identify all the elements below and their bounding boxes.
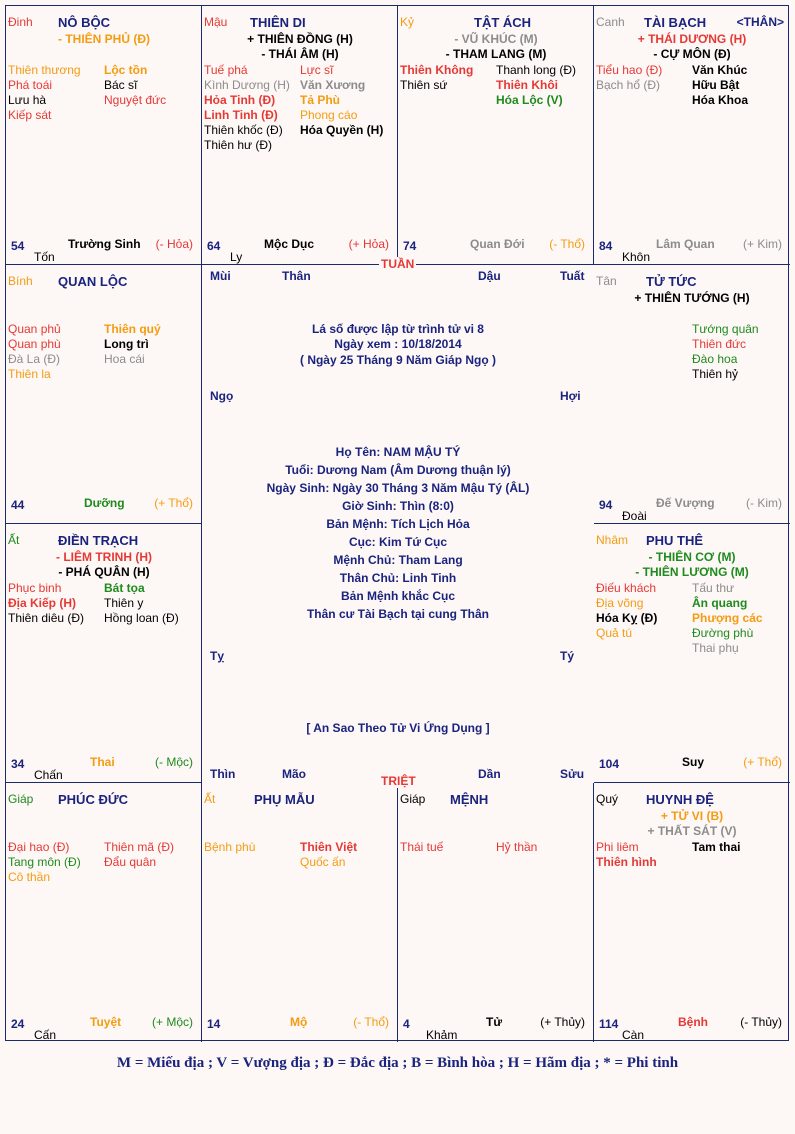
palace-name: THIÊN DI xyxy=(250,15,306,30)
branch-label: Dần xyxy=(478,767,501,781)
star: Tuế phá xyxy=(204,63,248,77)
star: Long trì xyxy=(104,337,149,351)
star: Quan phù xyxy=(8,337,61,351)
life-stage: Mộc Dục xyxy=(264,237,315,251)
palace-pm xyxy=(202,783,398,1042)
element: (+ Hỏa) xyxy=(348,237,389,251)
star: Phượng các xyxy=(692,611,763,625)
star: Thiên mã (Đ) xyxy=(104,840,175,854)
star: Quả tú xyxy=(596,626,633,640)
center-info xyxy=(202,265,594,783)
life-stage: Tử xyxy=(486,1015,503,1029)
star: Bát tọa xyxy=(104,581,145,595)
center-line: Lá số được lập từ trình tử vi 8 xyxy=(312,322,484,336)
star: Lực sĩ xyxy=(300,63,334,77)
star: Hồng loan (Đ) xyxy=(104,611,179,625)
star: Quan phủ xyxy=(8,322,61,336)
element: (- Thổ) xyxy=(549,237,585,251)
heavenly-stem: Kỷ xyxy=(400,15,415,29)
life-stage: Thai xyxy=(90,755,115,769)
palace-pt xyxy=(594,524,790,783)
palace-tt xyxy=(594,265,790,524)
star: Nguyệt đức xyxy=(104,93,167,107)
main-star: - THAM LANG (M) xyxy=(445,47,547,61)
main-star: - VŨ KHÚC (M) xyxy=(454,32,538,46)
heavenly-stem: Giáp xyxy=(8,792,34,806)
palace-ta xyxy=(398,6,594,265)
star: Thiên Không xyxy=(400,63,474,77)
element: (+ Thổ) xyxy=(154,496,193,510)
star: Ân quang xyxy=(692,596,748,610)
element: (- Hỏa) xyxy=(155,237,193,251)
heavenly-stem: Mậu xyxy=(204,15,228,29)
star: Lộc tồn xyxy=(104,63,148,77)
star: Thiên khốc (Đ) xyxy=(204,123,283,137)
life-stage: Quan Đới xyxy=(470,237,525,251)
main-star: - LIÊM TRINH (H) xyxy=(56,550,152,564)
main-star: + TỬ VI (B) xyxy=(660,809,724,823)
info-line: Thân Chủ: Linh Tinh xyxy=(339,571,457,585)
palace-number: 94 xyxy=(599,498,613,512)
palace-number: 44 xyxy=(11,498,25,512)
star: Hóa Quyền (H) xyxy=(300,123,384,137)
heavenly-stem: Ất xyxy=(8,533,20,547)
star: Thiên y xyxy=(104,596,144,610)
star: Phá toái xyxy=(8,78,53,92)
heavenly-stem: Đinh xyxy=(8,15,33,29)
palace-name: TẬT ÁCH xyxy=(474,15,532,30)
branch-label: Thìn xyxy=(210,767,236,781)
palace-name: TÀI BẠCH xyxy=(644,15,707,30)
star: Văn Khúc xyxy=(692,63,748,77)
palace-number: 114 xyxy=(599,1017,619,1031)
branch-label: Thân xyxy=(282,269,311,283)
element: (+ Thủy) xyxy=(540,1015,585,1029)
heavenly-stem: Nhâm xyxy=(596,533,629,547)
info-line: Bản Mệnh khắc Cục xyxy=(340,589,456,603)
direction: Chấn xyxy=(34,768,63,782)
life-stage: Dưỡng xyxy=(84,496,125,510)
horoscope-chart xyxy=(5,5,789,1041)
star: Hóa Khoa xyxy=(692,93,749,107)
life-stage: Suy xyxy=(682,755,705,769)
life-stage: Trường Sinh xyxy=(68,237,141,251)
info-line: Họ Tên: NAM MẬU TÝ xyxy=(335,445,461,459)
main-star: - THIÊN CƠ (M) xyxy=(648,550,736,564)
direction: Cấn xyxy=(34,1028,57,1042)
info-line: Ngày Sinh: Ngày 30 Tháng 3 Năm Mậu Tý (ÂL) xyxy=(266,481,530,495)
palace-name: NÔ BỘC xyxy=(58,15,110,30)
heavenly-stem: Bính xyxy=(8,274,33,288)
center-footer: [ An Sao Theo Tử Vi Ứng Dụng ] xyxy=(306,721,490,735)
palace-number: 4 xyxy=(403,1017,410,1031)
direction: Ly xyxy=(230,250,243,264)
heavenly-stem: Canh xyxy=(596,15,625,29)
star: Hữu Bật xyxy=(692,78,740,92)
star: Đường phù xyxy=(692,626,754,640)
direction: Khảm xyxy=(426,1028,458,1042)
star: Địa võng xyxy=(596,596,644,610)
branch-label: Mão xyxy=(282,767,306,781)
branch-label: Tý xyxy=(560,649,575,663)
star: Thiên quý xyxy=(104,322,161,336)
palace-number: 64 xyxy=(207,239,221,253)
star: Quốc ấn xyxy=(300,855,346,869)
element: (+ Thổ) xyxy=(743,755,782,769)
star: Thiên hỷ xyxy=(692,367,739,381)
heavenly-stem: Tân xyxy=(596,274,617,288)
main-star: - THÁI ÂM (H) xyxy=(261,47,339,61)
star: Tướng quân xyxy=(692,322,759,336)
star: Phục binh xyxy=(8,581,62,595)
star: Thiên Việt xyxy=(300,840,358,854)
star: Địa Kiếp (H) xyxy=(8,596,77,610)
star: Hỏa Tinh (Đ) xyxy=(204,93,276,107)
star: Thai phụ xyxy=(692,641,739,655)
palace-number: 104 xyxy=(599,757,620,771)
palace-name: MỆNH xyxy=(450,792,489,807)
star: Thiên hình xyxy=(596,855,657,869)
branch-label: Mùi xyxy=(210,269,231,283)
branch-label: Dậu xyxy=(478,269,501,283)
main-star: - PHÁ QUÂN (H) xyxy=(58,565,150,579)
info-line: Tuổi: Dương Nam (Âm Dương thuận lý) xyxy=(285,463,511,477)
branch-label: Ngọ xyxy=(210,389,234,403)
palace-hd xyxy=(594,783,790,1042)
palace-dt xyxy=(6,524,202,783)
star: Điếu khách xyxy=(596,581,657,595)
star: Kình Dương (H) xyxy=(204,78,290,92)
star: Cô thần xyxy=(8,870,51,884)
star: Phi liêm xyxy=(596,840,639,854)
element: (+ Mộc) xyxy=(151,1015,193,1029)
palace-number: 24 xyxy=(11,1017,25,1031)
info-line: Giờ Sinh: Thìn (8:0) xyxy=(342,499,454,513)
tuan-marker: TUẦN xyxy=(381,257,415,271)
palace-pd xyxy=(6,783,202,1042)
palace-td xyxy=(202,6,398,265)
info-line: Cục: Kim Tứ Cục xyxy=(348,535,448,549)
element: (- Thủy) xyxy=(740,1015,782,1029)
branch-label: Tỵ xyxy=(210,649,225,663)
direction: Tốn xyxy=(34,250,55,264)
star: Thiên hư (Đ) xyxy=(204,138,273,152)
star: Thái tuế xyxy=(400,840,444,854)
palace-tb xyxy=(594,6,790,265)
star: Thiên diêu (Đ) xyxy=(8,611,85,625)
star: Linh Tinh (Đ) xyxy=(204,108,278,122)
star: Kiếp sát xyxy=(8,108,52,122)
main-star: - CỰ MÔN (Đ) xyxy=(653,47,731,61)
star: Thiên đức xyxy=(692,337,747,351)
palace-name: ĐIỀN TRẠCH xyxy=(58,533,139,548)
branch-label: Sửu xyxy=(560,767,585,781)
info-line: Thân cư Tài Bạch tại cung Thân xyxy=(306,607,490,621)
star: Thanh long (Đ) xyxy=(496,63,577,77)
star: Đại hao (Đ) xyxy=(8,840,70,854)
palace-name: TỬ TỨC xyxy=(646,274,697,289)
life-stage: Mộ xyxy=(290,1015,308,1029)
main-star: - THIÊN PHỦ (Đ) xyxy=(58,32,150,46)
star: Tang môn (Đ) xyxy=(8,855,81,869)
triet-marker: TRIỆT xyxy=(381,774,416,788)
palace-ql xyxy=(6,265,202,524)
palace-nb xyxy=(6,6,202,265)
direction: Khôn xyxy=(622,250,651,264)
star: Tiểu hao (Đ) xyxy=(596,63,663,77)
star: Thiên sứ xyxy=(400,78,448,92)
star: Bệnh phù xyxy=(204,840,256,854)
element: (- Kim) xyxy=(746,496,782,510)
element: (- Thổ) xyxy=(353,1015,389,1029)
life-stage: Lâm Quan xyxy=(656,237,715,251)
heavenly-stem: Giáp xyxy=(400,792,426,806)
than-marker: <THÂN> xyxy=(736,15,784,29)
star: Lưu hà xyxy=(8,93,47,107)
info-line: Bản Mệnh: Tích Lịch Hỏa xyxy=(326,517,470,531)
center-line: Ngày xem : 10/18/2014 xyxy=(334,337,462,351)
star: Tả Phù xyxy=(300,93,341,107)
star: Đào hoa xyxy=(692,352,738,366)
palace-name: PHU THÊ xyxy=(646,533,704,548)
branch-label: Hợi xyxy=(560,389,581,403)
star: Thiên la xyxy=(8,367,51,381)
palace-me xyxy=(398,783,594,1042)
heavenly-stem: Ất xyxy=(204,792,216,806)
legend: M = Miếu địa ; V = Vượng địa ; Đ = Đắc địa ; B = Bình hòa ; H = Hãm địa ; * = Phi tinh xyxy=(116,1055,679,1071)
palace-number: 14 xyxy=(207,1017,221,1031)
life-stage: Đế Vượng xyxy=(656,496,715,510)
life-stage: Bệnh xyxy=(678,1015,708,1029)
palace-number: 54 xyxy=(11,239,25,253)
star: Đẩu quân xyxy=(104,855,157,869)
main-star: + THIÊN TƯỚNG (H) xyxy=(634,291,750,305)
info-line: Mệnh Chủ: Tham Lang xyxy=(333,553,463,567)
direction: Càn xyxy=(622,1028,645,1042)
palace-number: 74 xyxy=(403,239,417,253)
palace-name: HUYNH ĐỆ xyxy=(646,792,714,807)
heavenly-stem: Quý xyxy=(596,792,619,806)
branch-label: Tuất xyxy=(560,269,585,283)
life-stage: Tuyệt xyxy=(90,1015,122,1029)
star: Tấu thư xyxy=(692,581,735,595)
star: Hóa Lộc (V) xyxy=(496,93,563,107)
main-star: + THẤT SÁT (V) xyxy=(647,824,737,838)
star: Thiên thương xyxy=(8,63,81,77)
star: Hỷ thần xyxy=(496,840,538,854)
center-line: ( Ngày 25 Tháng 9 Năm Giáp Ngọ ) xyxy=(299,353,497,367)
palace-name: QUAN LỘC xyxy=(58,274,128,289)
star: Phong cáo xyxy=(300,108,358,122)
star: Thiên Khôi xyxy=(496,78,558,92)
palace-number: 34 xyxy=(11,757,25,771)
element: (- Mộc) xyxy=(155,755,193,769)
main-star: + THIÊN ĐỒNG (H) xyxy=(247,32,353,46)
star: Bác sĩ xyxy=(104,78,138,92)
palace-name: PHỤ MẪU xyxy=(254,792,315,807)
direction: Đoài xyxy=(622,509,647,523)
star: Văn Xương xyxy=(300,78,366,92)
palace-number: 84 xyxy=(599,239,613,253)
main-star: - THIÊN LƯƠNG (M) xyxy=(635,565,749,579)
star: Đà La (Đ) xyxy=(8,352,61,366)
star: Tam thai xyxy=(692,840,741,854)
main-star: + THÁI DƯƠNG (H) xyxy=(637,32,747,46)
star: Hóa Kỵ (Đ) xyxy=(596,611,658,625)
star: Hoa cái xyxy=(104,352,145,366)
star: Bạch hổ (Đ) xyxy=(596,78,661,92)
element: (+ Kim) xyxy=(743,237,782,251)
palace-name: PHÚC ĐỨC xyxy=(58,792,129,807)
